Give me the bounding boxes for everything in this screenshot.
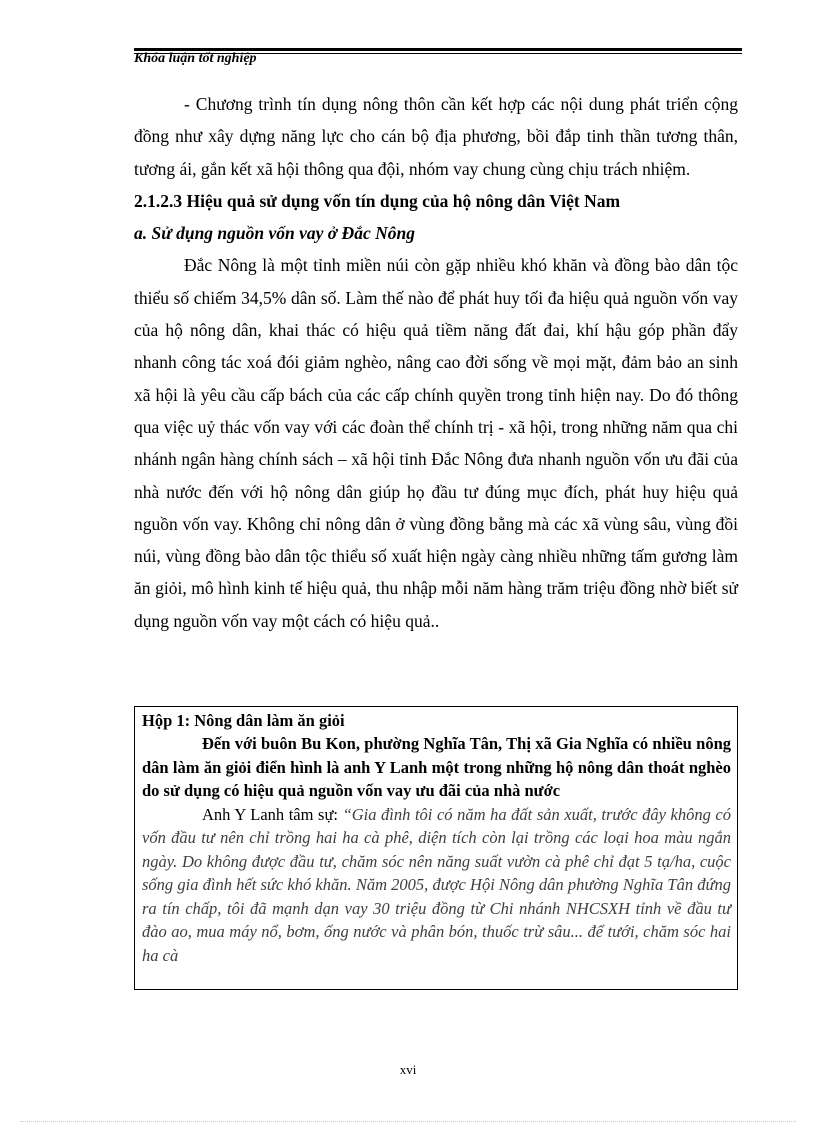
page-bottom-edge	[20, 1121, 796, 1122]
box-quote-lead: Anh Y Lanh tâm sự:	[202, 804, 343, 824]
info-box	[134, 706, 738, 990]
paragraph-2: Đắc Nông là một tỉnh miền núi còn gặp nhiều khó khăn và đồng bào dân tộc thiểu số chiếm 34,5% dân số. Làm thế nào để phát huy tối đa hiệu quả nguồn vốn vay của hộ nông dân, khai thác có hiệu quả tiềm năng đất đai, khí hậu góp phần đẩy nhanh công tác xoá đói giảm nghèo, nâng cao đời sống về mọi mặt, đảm bảo an sinh xã hội là yêu cầu cấp bách của các cấp chính quyền trong tỉnh hiện nay. Do đó thông qua việc uỷ thác vốn vay với các đoàn thể chính trị - xã hội, trong những năm qua chi nhánh ngân hàng chính sách – xã hội tỉnh Đắc Nông đưa nhanh nguồn vốn ưu đãi của nhà nước đến với hộ nông dân giúp họ đầu tư đúng mục đích, phát huy hiệu quả nguồn vốn vay. Không chỉ nông dân ở vùng đồng bằng mà các xã vùng sâu, vùng đồi núi, vùng đồng bào dân tộc thiểu số xuất hiện ngày càng nhiều những tấm gương làm ăn giỏi, mô hình kinh tế hiệu quả, thu nhập mỗi năm hàng trăm triệu đồng nhờ biết sử dụng nguồn vốn vay một cách có hiệu quả..	[134, 255, 738, 631]
page-body	[134, 88, 738, 637]
subsection-heading: a. Sử dụng nguồn vốn vay ở Đắc Nông	[134, 223, 415, 244]
box-title: Hộp 1: Nông dân làm ăn giỏi	[142, 711, 345, 730]
box-intro: Đến với buôn Bu Kon, phường Nghĩa Tân, Thị xã Gia Nghĩa có nhiều nông dân làm ăn giỏi điển hình là anh Y Lanh một trong những hộ nông dân thoát nghèo do sử dụng có hiệu quả nguồn vốn vay ưu đãi của nhà nước	[142, 734, 731, 800]
header-title: Khóa luận tốt nghiệp	[134, 51, 257, 66]
box-quote-text: “Gia đình tôi có năm ha đất sản xuất, trước đây không có vốn đầu tư nên chỉ trồng hai ha cà phê, diện tích còn lại trồng các loại hoa màu ngắn ngày. Do không được đầu tư, chăm sóc nên năng suất vườn cà phê chỉ đạt 5 tạ/ha, cuộc sống gia đình hết sức khó khăn. Năm 2005, được Hội Nông dân phường Nghĩa Tân đứng ra tín chấp, tôi đã mạnh dạn vay 30 triệu đồng từ Chi nhánh NHCSXH tỉnh về đầu tư đào ao, mua máy nổ, bơm, ống nước và phân bón, thuốc trừ sâu... để tưới, chăm sóc hai ha cà	[142, 804, 731, 965]
box-quote	[142, 803, 731, 968]
section-heading: 2.1.2.3 Hiệu quả sử dụng vốn tín dụng của hộ nông dân Việt Nam	[134, 190, 621, 211]
page-number: xvi	[399, 1062, 417, 1077]
paragraph-1: - Chương trình tín dụng nông thôn cần kết hợp các nội dung phát triển cộng đồng như xây dựng năng lực cho cán bộ địa phương, bồi đắp tinh thần tương thân, tương ái, gắn kết xã hội thông qua đội, nhóm vay chung cùng chịu trách nhiệm.	[134, 94, 738, 179]
